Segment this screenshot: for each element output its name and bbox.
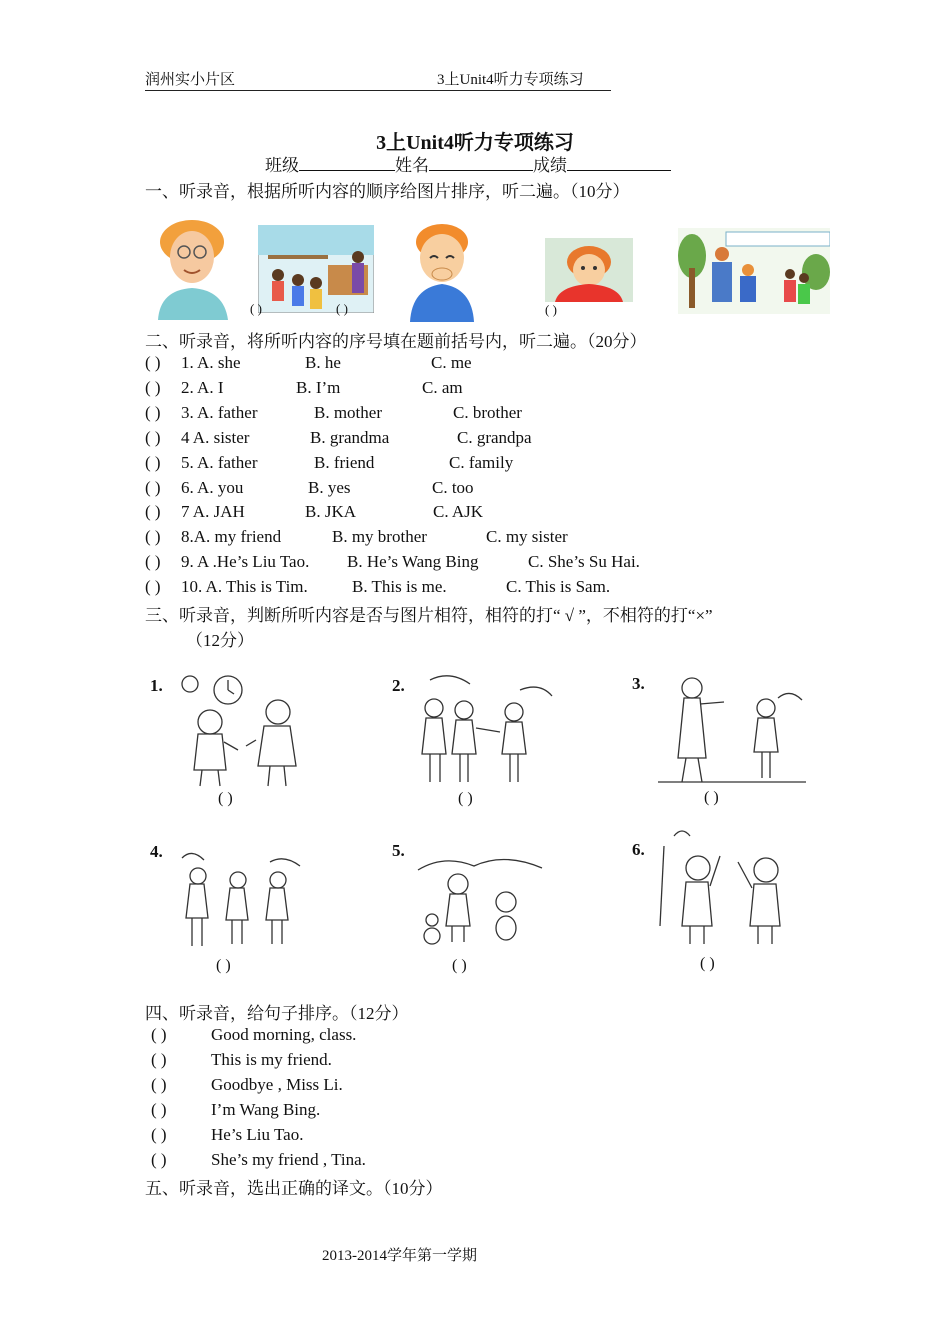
student-info	[265, 151, 671, 176]
judge-paren[interactable]: ( )	[458, 790, 473, 807]
sentence-text: He’s Liu Tao.	[211, 1125, 304, 1144]
sentence-text: I’m Wang Bing.	[211, 1100, 321, 1119]
option-b: B. he	[305, 353, 341, 372]
sentence-text: This is my friend.	[211, 1050, 332, 1069]
score-label: 成绩	[533, 156, 567, 175]
order-paren[interactable]: ( )	[151, 1025, 167, 1044]
option-a: 10. A. This is Tim.	[181, 577, 308, 596]
page-title: 3上Unit4听力专项练习	[376, 132, 574, 154]
section-3-points: （12分）	[186, 631, 254, 650]
option-c: C. my sister	[486, 527, 568, 546]
section-1-heading: 一、听录音，根据所听内容的顺序给图片排序，听二遍。（10分）	[145, 182, 630, 201]
picture-number: 3.	[632, 674, 645, 693]
page-footer: 2013-2014学年第一学期	[322, 1248, 477, 1264]
option-b: B. yes	[308, 478, 351, 497]
option-b: B. This is me.	[352, 577, 447, 596]
judge-paren[interactable]: ( )	[452, 957, 467, 974]
option-b: B. friend	[314, 453, 375, 472]
answer-paren[interactable]: ( )	[145, 527, 161, 546]
option-b: B. grandma	[310, 428, 390, 447]
sentence-text: Good morning, class.	[211, 1025, 357, 1044]
picture-number: 5.	[392, 841, 405, 860]
part1-paren-1[interactable]: ( )	[250, 301, 262, 316]
option-b: B. mother	[314, 403, 382, 422]
option-c: C. brother	[453, 403, 522, 422]
option-c: C. too	[432, 478, 474, 497]
section-5-heading: 五、听录音，选出正确的译文。（10分）	[145, 1179, 443, 1198]
name-label: 姓名	[395, 156, 429, 175]
classroom-illustration	[258, 225, 374, 313]
judge-paren[interactable]: ( )	[700, 955, 715, 972]
three-children-illustration	[410, 670, 560, 788]
option-b: B. JKA	[305, 502, 357, 521]
boy-girl-waving-illustration	[654, 826, 798, 948]
judge-paren[interactable]: ( )	[218, 790, 233, 807]
option-a: 9. A .He’s Liu Tao.	[181, 552, 310, 571]
answer-paren[interactable]: ( )	[145, 478, 161, 497]
option-a: 3. A. father	[181, 403, 258, 422]
answer-paren[interactable]: ( )	[145, 378, 161, 397]
header-right: 3上Unit4听力专项练习	[437, 72, 584, 88]
boy-laughing-illustration	[406, 218, 478, 322]
class-label: 班级	[265, 156, 299, 175]
option-c: C. am	[422, 378, 463, 397]
judge-paren[interactable]: ( )	[216, 957, 231, 974]
picture-number: 4.	[150, 842, 163, 861]
section-3-heading: 三、听录音，判断所听内容是否与图片相符，相符的打“ √ ”，不相符的打“×”	[145, 606, 713, 625]
option-b: B. He’s Wang Bing	[347, 552, 479, 571]
sentence-text: She’s my friend , Tina.	[211, 1150, 366, 1169]
section-4-heading: 四、听录音，给句子排序。（12分）	[145, 1004, 409, 1023]
answer-paren[interactable]: ( )	[145, 453, 161, 472]
option-c: C. This is Sam.	[506, 577, 611, 596]
option-c: C. She’s Su Hai.	[528, 552, 640, 571]
option-c: C. AJK	[433, 502, 484, 521]
clock-boys-illustration	[172, 670, 332, 788]
answer-paren[interactable]: ( )	[145, 552, 161, 571]
order-paren[interactable]: ( )	[151, 1125, 167, 1144]
woman-girl-illustration	[650, 668, 810, 788]
option-a: 2. A. I	[181, 378, 224, 397]
part1-paren-2[interactable]: ( )	[336, 301, 348, 316]
animals-illustration	[414, 850, 548, 950]
grandma-illustration	[150, 212, 234, 320]
option-a: 5. A. father	[181, 453, 258, 472]
option-a: 6. A. you	[181, 478, 244, 497]
picture-number: 1.	[150, 676, 163, 695]
option-b: B. my brother	[332, 527, 427, 546]
header-left: 润州实小片区	[145, 72, 236, 88]
option-a: 4 A. sister	[181, 428, 250, 447]
order-paren[interactable]: ( )	[151, 1100, 167, 1119]
order-paren[interactable]: ( )	[151, 1075, 167, 1094]
page-header	[145, 68, 611, 91]
option-b: B. I’m	[296, 378, 341, 397]
option-c: C. family	[449, 453, 514, 472]
option-a: 1. A. she	[181, 353, 241, 372]
park-illustration	[678, 228, 830, 314]
order-paren[interactable]: ( )	[151, 1150, 167, 1169]
option-c: C. me	[431, 353, 472, 372]
picture-number: 2.	[392, 676, 405, 695]
name-blank[interactable]	[429, 154, 533, 171]
answer-paren[interactable]: ( )	[145, 502, 161, 521]
part1-paren-3[interactable]: ( )	[545, 302, 557, 317]
score-blank[interactable]	[567, 154, 671, 171]
class-blank[interactable]	[299, 154, 395, 171]
order-paren[interactable]: ( )	[151, 1050, 167, 1069]
section-2-heading: 二、听录音，将所听内容的序号填在题前括号内，听二遍。（20分）	[145, 332, 647, 351]
judge-paren[interactable]: ( )	[704, 789, 719, 806]
option-a: 7 A. JAH	[181, 502, 245, 521]
girl-illustration	[545, 238, 633, 302]
answer-paren[interactable]: ( )	[145, 577, 161, 596]
answer-paren[interactable]: ( )	[145, 403, 161, 422]
picture-number: 6.	[632, 840, 645, 859]
answer-paren[interactable]: ( )	[145, 353, 161, 372]
sentence-text: Goodbye , Miss Li.	[211, 1075, 343, 1094]
option-c: C. grandpa	[457, 428, 532, 447]
answer-paren[interactable]: ( )	[145, 428, 161, 447]
option-a: 8.A. my friend	[181, 527, 282, 546]
three-kids-illustration	[174, 848, 314, 952]
